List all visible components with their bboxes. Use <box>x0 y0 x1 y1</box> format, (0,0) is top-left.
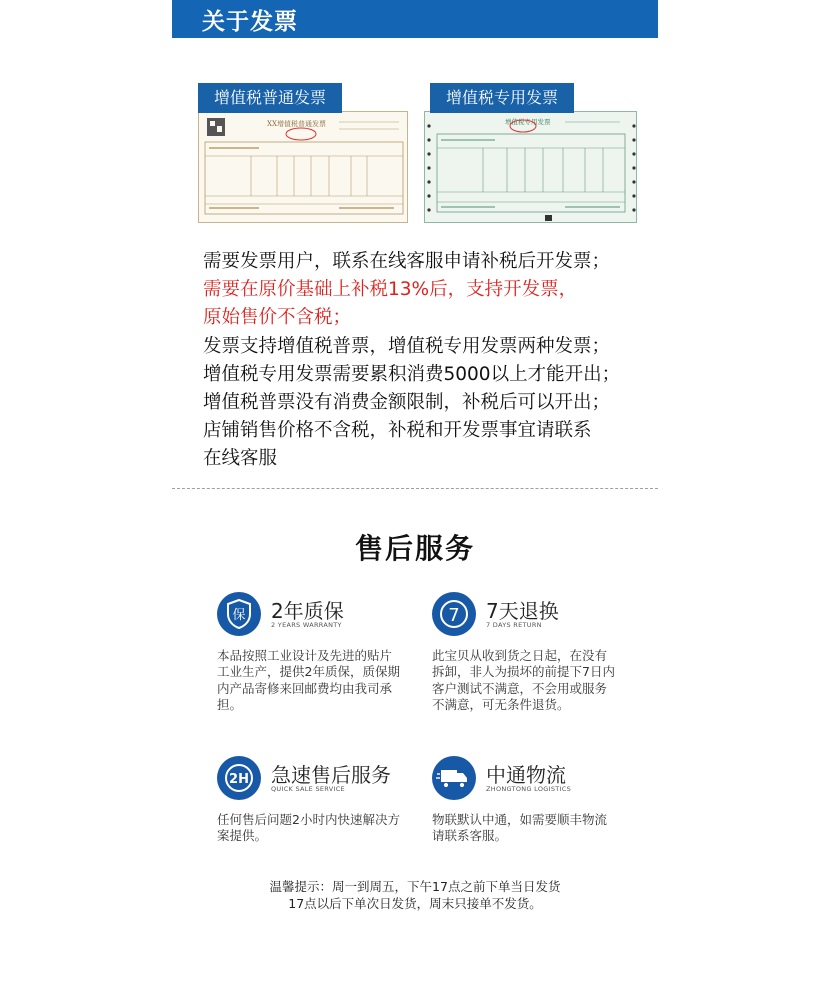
service-subtitle: ZHONGTONG LOGISTICS <box>486 785 572 793</box>
truck-icon <box>432 756 476 800</box>
service-subtitle: 2 YEARS WARRANTY <box>271 621 342 629</box>
section-divider <box>172 488 658 489</box>
special-invoice-image <box>424 111 637 223</box>
service-subtitle: QUICK SALE SERVICE <box>271 785 345 793</box>
invoice-text-line-highlight: 需要在原价基础上补税13%后，支持开发票， <box>203 279 578 301</box>
shield-icon-glyph: 保 <box>232 608 246 623</box>
service-title: 中通物流 <box>486 763 566 787</box>
two-hour-icon <box>217 756 261 800</box>
invoice-info-text <box>203 248 653 474</box>
invoice-text-line: 增值税普票没有消费金额限制，补税后可以开出； <box>203 392 611 414</box>
normal-invoice-form-title: XX增值税普通发票 <box>267 120 326 128</box>
service-description: 此宝贝从收到货之日起，在没有拆卸，非人为损坏的前提下7日内客户测试不满意，不会用或服务不满意，可无条件退货。 <box>432 648 615 712</box>
service-description: 任何售后问题2小时内快速解决方案提供。 <box>217 812 400 844</box>
special-invoice-label: 增值税专用发票 <box>430 83 574 113</box>
seven-days-icon <box>432 592 476 636</box>
normal-invoice-image <box>198 111 408 223</box>
service-title: 急速售后服务 <box>271 763 391 787</box>
seven-days-icon-glyph: 7 <box>448 605 460 626</box>
service-description: 物联默认中通，如需要顺丰物流请联系客服。 <box>432 812 608 844</box>
invoice-text-line: 需要发票用户，联系在线客服申请补税后开发票； <box>203 251 611 272</box>
service-title: 7天退换 <box>486 599 559 623</box>
invoice-text-line-highlight: 原始售价不含税； <box>203 307 352 329</box>
service-title: 2年质保 <box>271 599 344 623</box>
service-description: 本品按照工业设计及先进的贴片工业生产，提供2年质保，质保期内产品寄修来回邮费均由我司承担。 <box>217 648 400 712</box>
shipping-notice <box>0 878 830 912</box>
shield-icon <box>217 592 261 636</box>
banner-title: 关于发票 <box>202 9 298 35</box>
invoice-text-line: 增值税专用发票需要累积消费5000以上才能开出； <box>203 363 621 385</box>
notice-line: 温馨提示：周一到周五，下午17点之前下单当日发货 <box>269 879 561 894</box>
special-invoice-form-title: 增值税专用发票 <box>505 118 551 126</box>
two-hour-icon-glyph: 2H <box>229 772 249 787</box>
normal-invoice-label: 增值税普通发票 <box>198 83 342 113</box>
invoice-text-line: 店铺销售价格不含税，补税和开发票事宜请联系 <box>203 420 592 442</box>
after-sales-title: 售后服务 <box>354 532 475 565</box>
invoice-banner <box>172 0 658 38</box>
invoice-text-line: 在线客服 <box>203 448 278 470</box>
notice-line: 17点以后下单次日发货，周末只接单不发货。 <box>288 896 542 911</box>
service-subtitle: 7 DAYS RETURN <box>486 621 542 629</box>
invoice-text-line: 发票支持增值税普票，增值税专用发票两种发票； <box>203 335 611 357</box>
